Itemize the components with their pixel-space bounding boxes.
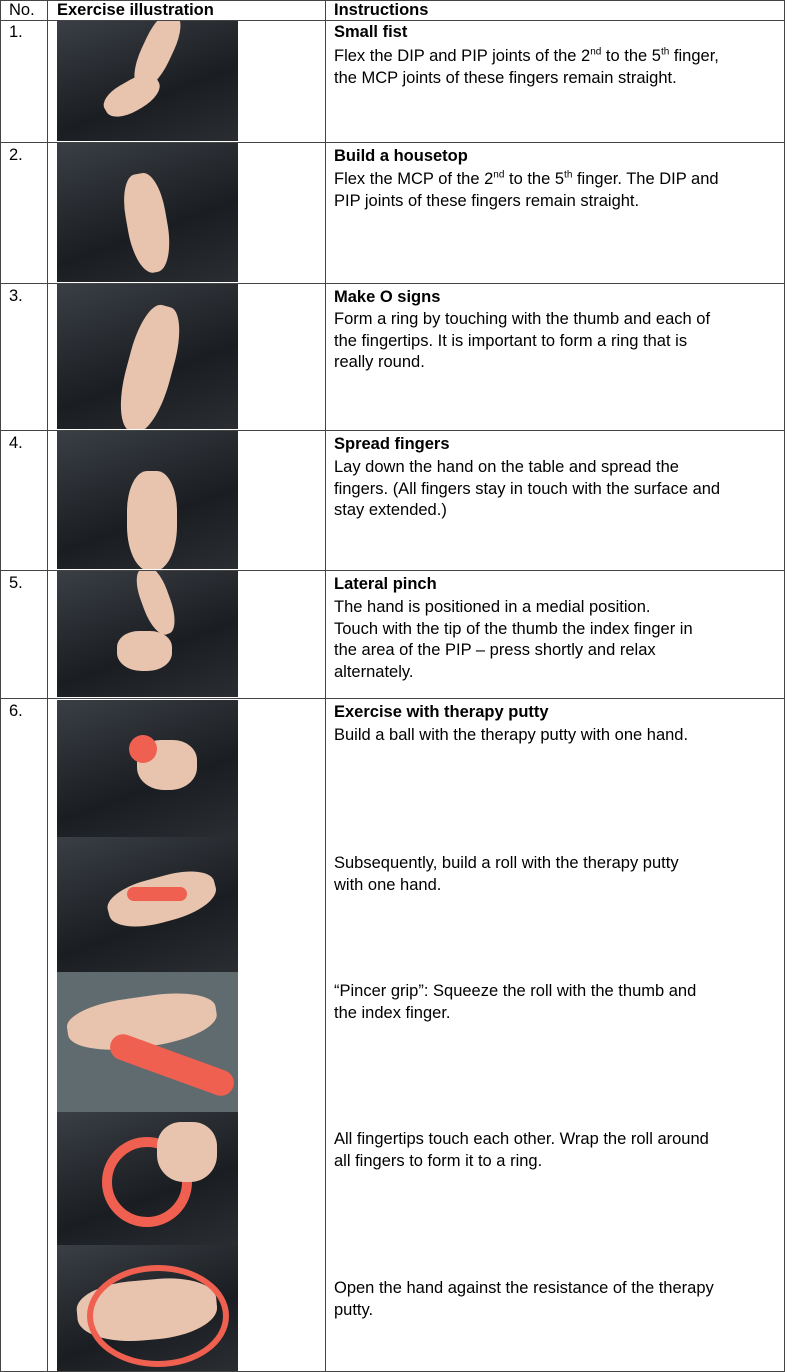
header-instructions: Instructions xyxy=(334,1,429,19)
exercise-title: Spread fingers xyxy=(334,435,450,453)
exercise-image-spread-fingers xyxy=(57,431,238,569)
exercise-instruction: Lay down the hand on the table and spread the fingers. (All fingers stay in touch with the surface and stay extended.) xyxy=(334,458,721,519)
putty-step: Build a ball with the therapy putty with one hand. xyxy=(334,726,689,744)
exercise-title: Exercise with therapy putty xyxy=(334,703,549,721)
exercise-image-lateral-pinch xyxy=(57,571,238,697)
exercise-image-open-hand xyxy=(57,1245,238,1371)
row-number: 2. xyxy=(9,146,23,164)
row-number: 1. xyxy=(9,23,23,41)
row-number: 3. xyxy=(9,287,23,305)
putty-step: “Pincer grip”: Squeeze the roll with the thumb and the index finger. xyxy=(334,982,697,1022)
header-no: No. xyxy=(9,1,35,19)
exercise-image-housetop xyxy=(57,143,238,282)
row-number: 5. xyxy=(9,574,23,592)
exercise-image-small-fist xyxy=(57,21,238,141)
exercise-title: Lateral pinch xyxy=(334,575,437,593)
putty-step: All fingertips touch each other. Wrap the roll around all fingers to form it to a ring. xyxy=(334,1130,709,1170)
exercise-image-pincer-grip xyxy=(57,972,238,1112)
row-number: 4. xyxy=(9,434,23,452)
exercise-image-putty-ball xyxy=(57,700,238,837)
exercise-title: Make O signs xyxy=(334,288,441,306)
exercise-title: Small fist xyxy=(334,23,408,41)
exercise-image-o-sign xyxy=(57,284,238,429)
exercise-title: Build a housetop xyxy=(334,147,468,165)
exercise-instruction: Flex the MCP of the 2nd to the 5th finger. The DIP and PIP joints of these fingers remain straight. xyxy=(334,169,719,210)
exercise-image-putty-ring xyxy=(57,1112,238,1245)
header-illustration: Exercise illustration xyxy=(57,1,214,19)
exercise-instruction: The hand is positioned in a medial position. Touch with the tip of the thumb the index finger in the area of the PIP – press shortly and relax alternately. xyxy=(334,598,693,681)
exercise-image-putty-roll xyxy=(57,837,238,972)
exercise-instruction: Form a ring by touching with the thumb and each of the fingertips. It is important to form a ring that is really round. xyxy=(334,310,711,371)
putty-step: Subsequently, build a roll with the therapy putty with one hand. xyxy=(334,854,679,894)
exercise-instruction: Flex the DIP and PIP joints of the 2nd to the 5th finger, the MCP joints of these fingers remain straight. xyxy=(334,46,719,87)
putty-step: Open the hand against the resistance of the therapy putty. xyxy=(334,1279,714,1319)
row-number: 6. xyxy=(9,702,23,720)
